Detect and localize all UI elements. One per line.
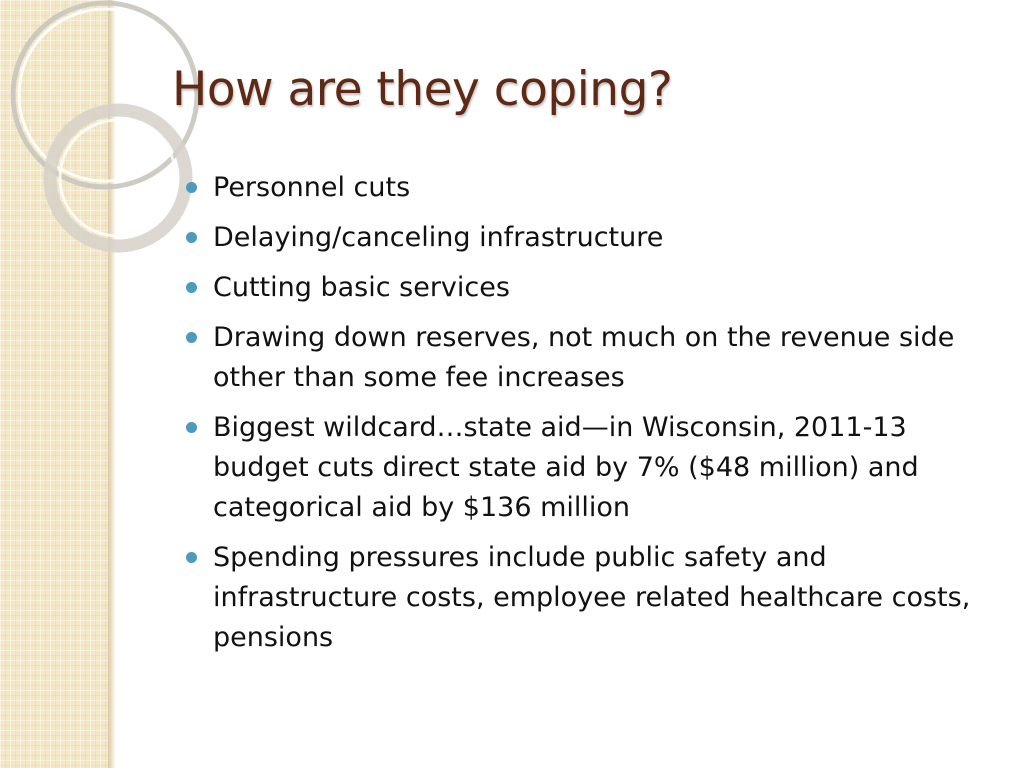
bullet-item [186,268,986,308]
slide-title: How are they coping? [172,62,673,117]
bullet-marker-icon [186,232,197,243]
bullet-text: Cutting basic services [213,272,510,303]
bullet-marker-icon [186,552,197,563]
bullet-marker-icon [186,332,197,343]
bullet-item [186,408,986,528]
bullet-text: Spending pressures include public safety and infrastructure costs, employee related healthcare costs, pensions [213,542,971,653]
bullet-item [186,168,986,208]
bullet-text: Personnel cuts [213,172,411,203]
bullet-marker-icon [186,422,197,433]
bullet-item [186,218,986,258]
bullet-marker-icon [186,282,197,293]
bullet-text: Biggest wildcard…state aid—in Wisconsin, 2011-13 budget cuts direct state aid by 7% ($48 million) and categorical aid by $136 million [213,412,919,523]
bullet-text: Drawing down reserves, not much on the revenue side other than some fee increases [213,322,955,393]
bullet-item [186,318,986,398]
bullet-marker-icon [186,182,197,193]
bullet-list [186,168,986,668]
decorative-rings-icon [0,0,150,270]
bullet-item [186,538,986,658]
bullet-text: Delaying/canceling infrastructure [213,222,664,253]
